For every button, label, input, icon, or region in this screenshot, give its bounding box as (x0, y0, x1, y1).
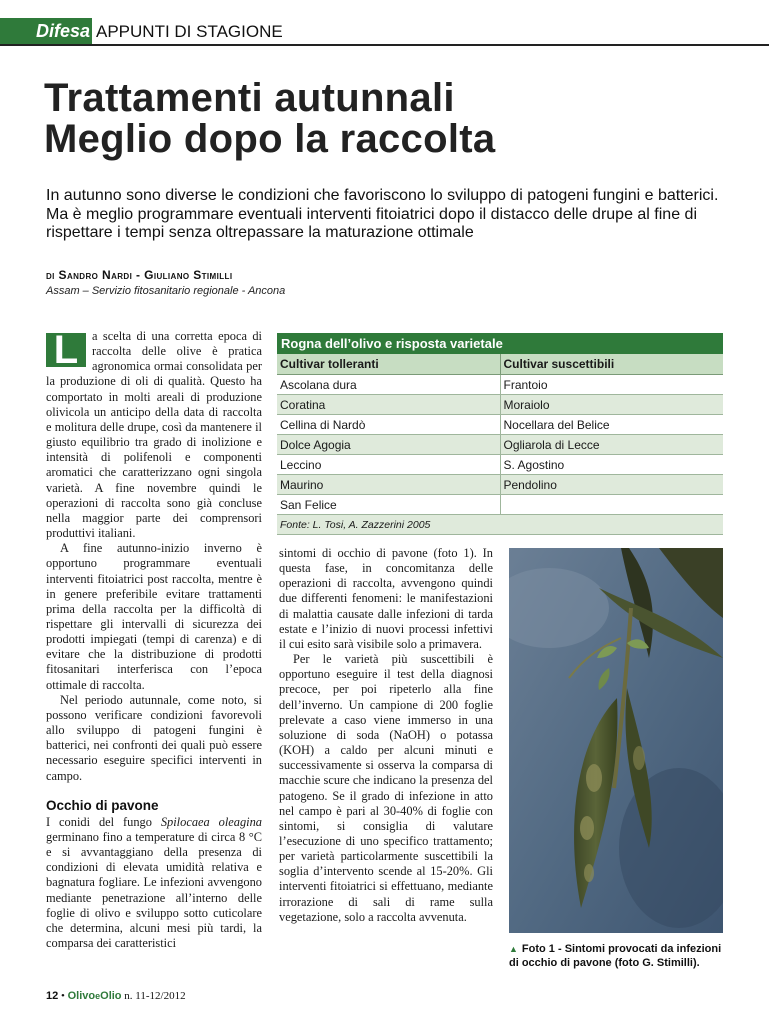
brand-part-a: Olivo (67, 990, 96, 1002)
byline-text: di Sandro Nardi - Giuliano Stimilli (46, 268, 233, 282)
cell-tolerant: Leccino (277, 455, 500, 475)
caption-arrow-icon: ▲ (509, 944, 518, 954)
title-line-1: Trattamenti autunnali (44, 76, 455, 120)
issue-number: n. 11-12/2012 (124, 990, 186, 1002)
cell-susceptible: S. Agostino (500, 455, 723, 475)
cell-tolerant: Coratina (277, 395, 500, 415)
paragraph-intro (46, 329, 262, 541)
cell-susceptible (500, 495, 723, 515)
header-susceptible: Cultivar suscettibili (500, 354, 723, 375)
cell-tolerant: Ascolana dura (277, 375, 500, 395)
photo-illustration (509, 548, 723, 933)
table-source-row (277, 515, 723, 535)
brand-part-e: e (95, 991, 101, 1001)
table-title: Rogna dell’olivo e risposta varietale (277, 333, 723, 354)
p4-text-a: I conidi del fungo (46, 814, 161, 829)
cell-tolerant: Cellina di Nardò (277, 415, 500, 435)
table-row (277, 455, 723, 475)
article-title (44, 78, 744, 160)
footer-bullet: • (58, 990, 68, 1002)
cell-tolerant: San Felice (277, 495, 500, 515)
author-affiliation: Assam – Servizio fitosanitario regionale - Ancona (46, 285, 286, 297)
table-header-row (277, 354, 723, 375)
cell-susceptible: Moraiolo (500, 395, 723, 415)
header-tolerant: Cultivar tolleranti (277, 354, 500, 375)
subhead-occhio-di-pavone: Occhio di pavone (46, 797, 159, 813)
header-rule (0, 44, 769, 46)
paragraph-6: Per le varietà più suscettibili è opportuno eseguire il test della diagnosi precoce, per poi ripeterlo alla fine dell’inverno. Un campione di 200 foglie prelevate a caso viene immerso in una soluzione di soda (NaOH) o potassa (KOH) a caldo per alcuni minuti e successivamente si osserva la comparsa di macchie scure che indicano la presenza del patogeno. Se il grado di infezione in atto nel campo è pari al 30-40% di foglie con sintomi, si consiglia di valutare l’esecuzione di uno specifico trattamento; per varietà particolarmente suscettibili la soglia d’intervento scende al 15-20%. Gli interventi fitoiatrici si effettuano, mediante irrorazione di sali di rame sulla vegetazione, solo a raccolta avvenuta. (279, 652, 493, 924)
photo-caption (509, 942, 723, 970)
cell-susceptible: Ogliarola di Lecce (500, 435, 723, 455)
table-row (277, 415, 723, 435)
author-byline (46, 268, 232, 282)
paragraph-3: Nel periodo autunnale, come noto, si possono verificare condizioni favorevoli allo sviluppo di patogeni fungini è batterici, nei confronti dei quali può essere necessario eseguire specifici interventi in campo. (46, 692, 262, 783)
drop-cap: L (46, 333, 86, 367)
page-footer (46, 990, 186, 1002)
caption-text: Foto 1 - Sintomi provocati da infezioni di occhio di pavone (foto G. Stimilli). (509, 943, 722, 969)
page-number: 12 (46, 990, 59, 1002)
table-row (277, 435, 723, 455)
paragraph-2: A fine autunno-inizio inverno è opportuno programmare eventuali interventi fitoiatrici post raccolta, mentre è in genere preferibile evitare trattamenti prima della raccolta per la difficoltà di rispettare gli intervalli di sicurezza dei prodotti impiegati (tempi di carenza) e di evitare che la distribuzione di prodotti fitosanitari interferisca con l’epoca ottimale di raccolta. (46, 541, 262, 692)
brand-part-b: Olio (100, 990, 122, 1002)
cell-susceptible: Nocellara del Belice (500, 415, 723, 435)
cell-susceptible: Pendolino (500, 475, 723, 495)
magazine-brand (68, 990, 122, 1002)
cell-susceptible: Frantoio (500, 375, 723, 395)
olive-leaves-photo (509, 548, 723, 933)
table-row (277, 475, 723, 495)
section-name: APPUNTI DI STAGIONE (96, 22, 283, 41)
varietal-response-table (277, 333, 723, 535)
table-row (277, 395, 723, 415)
table-row (277, 495, 723, 515)
body-column-1 (46, 329, 262, 951)
paragraph-5: sintomi di occhio di pavone (foto 1). In questa fase, in concomitanza delle operazioni di raccolta, avvengono quindi due differenti fenomeni: le manifestazioni di malattia causate dalle infezioni di tarda estate e l’inizio di nuovi processi infettivi il cui esito sarà visibile solo a primavera. (279, 546, 493, 651)
title-line-2: Meglio dopo la raccolta (44, 117, 496, 161)
table-source: Fonte: L. Tosi, A. Zazzerini 2005 (277, 515, 723, 535)
paragraph-4 (46, 815, 262, 951)
section-tag: Difesa (0, 18, 92, 44)
p4-text-b: germinano fino a temperature di circa 8 °C e si avvantaggiano della presenza di condizioni di elevata umidità relativa e bagnatura fogliare. Le infezioni avvengono mediante penetrazione all’interno delle foglie di olivo e sviluppo sotto cuticolare che determina, alcuni mesi più tardi, la comparsa dei caratteristici (46, 830, 262, 951)
cell-tolerant: Dolce Agogia (277, 435, 500, 455)
cell-tolerant: Maurino (277, 475, 500, 495)
body-column-2 (279, 546, 493, 925)
article-lead: In autunno sono diverse le condizioni che favoriscono lo sviluppo di patogeni fungini e batterici. Ma è meglio programmare eventuali interventi fitoiatrici dopo il distacco delle drupe al fine di rispettare i tempi senza oltrepassare la maturazione ottimale (46, 187, 719, 241)
table-row (277, 375, 723, 395)
paragraph-1-text: a scelta di una corretta epoca di raccolta delle olive è pratica agronomica ormai consolidata per la produzione di oli di qualità. Questo ha comportato in molti areali di produzione olivicola un anticipo della data di raccolta e molitura delle drupe, così da mantenere il giusto equilibrio tra grado di inolizione e intensità di polifenoli e componenti aromatici che caratterizzano ogni singola varietà. A fine novembre quindi le operazioni di raccolta sono già concluse nella maggior parte dei comprensori produttivi italiani. (46, 329, 262, 541)
species-name: Spilocaea oleagina (160, 814, 262, 829)
